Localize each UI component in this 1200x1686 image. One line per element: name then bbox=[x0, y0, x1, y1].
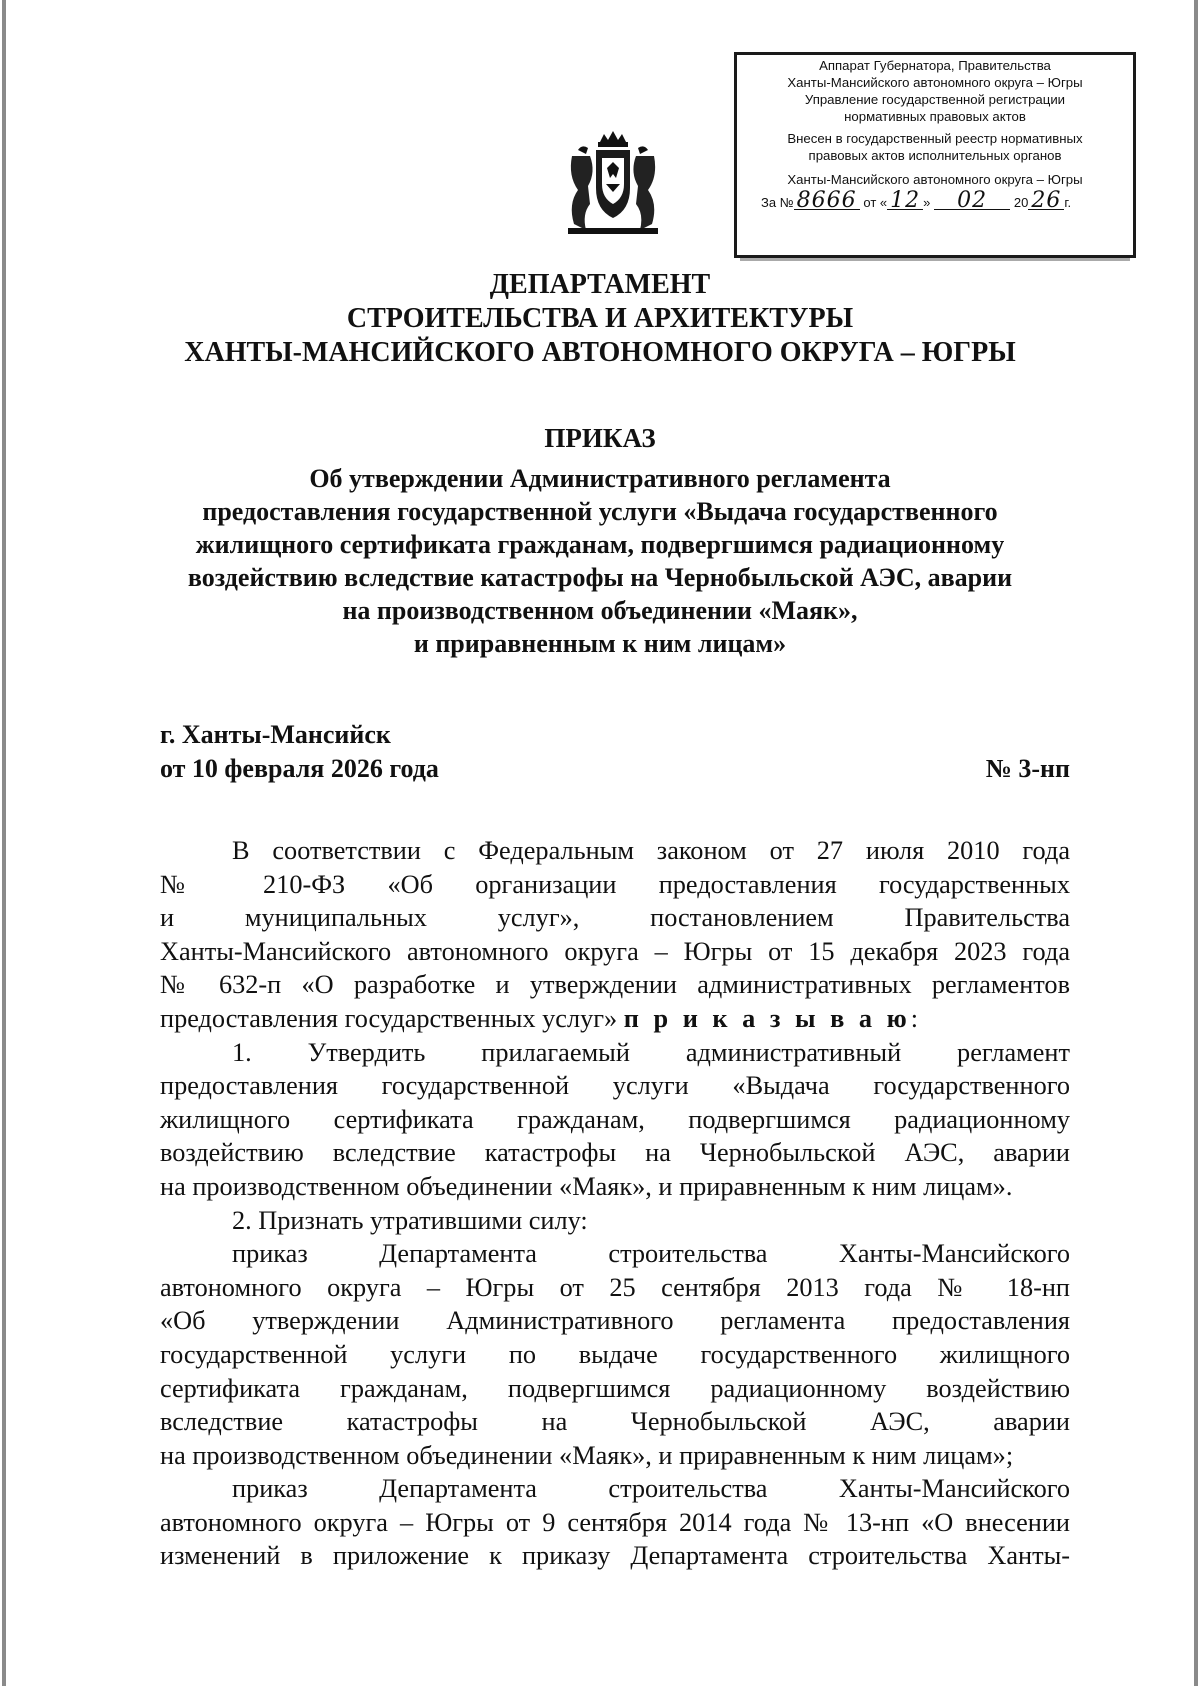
stamp-reg-number: 8666 bbox=[794, 192, 860, 210]
stamp-line: Управление государственной регистрации bbox=[804, 92, 1066, 107]
order-verb: п р и к а з ы в а ю bbox=[623, 1003, 911, 1033]
body-line: В соответствии с Федеральным законом от 27 июля 2010 года bbox=[232, 836, 1070, 865]
document-body bbox=[160, 834, 1070, 1573]
scan-edge-left bbox=[2, 0, 6, 1686]
body-line: на производственном объединении «Маяк», и приравненным к ним лицам»; bbox=[160, 1440, 1014, 1470]
document-type: ПРИКАЗ bbox=[544, 423, 656, 453]
stamp-reg-year-suffix: г. bbox=[1064, 195, 1072, 210]
stamp-reg-quote: » bbox=[923, 195, 931, 210]
body-line: воздействию вследствие катастрофы на Чернобыльской АЭС, аварии bbox=[160, 1138, 1070, 1168]
department-line: ДЕПАРТАМЕНТ bbox=[489, 269, 711, 300]
subject-line: предоставления государственной услуги «Выдача государственного bbox=[202, 497, 998, 526]
stamp-reg-year: 26 bbox=[1028, 192, 1064, 210]
stamp-line: Ханты-Мансийского автономного округа – Югры bbox=[787, 75, 1083, 90]
body-line: № 632-п «О разработке и утверждении административных регламентов bbox=[160, 970, 1070, 1000]
stamp-reg-prefix: За № bbox=[761, 195, 794, 210]
department-line: ХАНТЫ-МАНСИЙСКОГО АВТОНОМНОГО ОКРУГА – ЮГРЫ bbox=[184, 337, 1016, 368]
stamp-registration-row bbox=[741, 188, 1129, 213]
document-number: № 3-нп bbox=[985, 754, 1070, 783]
body-line: и муниципальных услуг», постановлением Правительства bbox=[160, 903, 1070, 933]
stamp-reg-day: 12 bbox=[887, 192, 923, 210]
coat-of-arms-emblem bbox=[558, 128, 668, 238]
body-line: автономного округа – Югры от 25 сентября 2013 года № 18-нп bbox=[160, 1272, 1070, 1302]
department-line: СТРОИТЕЛЬСТВА И АРХИТЕКТУРЫ bbox=[346, 303, 854, 334]
stamp-reg-month: 02 bbox=[934, 192, 1010, 210]
body-line: приказ Департамента строительства Ханты-Мансийского bbox=[232, 1239, 1070, 1269]
body-line: № 210-ФЗ «Об организации предоставления государственных bbox=[160, 869, 1070, 899]
subject-line: Об утверждении Административного регламента bbox=[309, 464, 891, 493]
body-line: сертификата гражданам, подвергшимся радиационному воздействию bbox=[160, 1373, 1070, 1403]
department-header bbox=[0, 268, 1200, 370]
stamp-line: Аппарат Губернатора, Правительства bbox=[819, 58, 1051, 73]
body-line: вследствие катастрофы на Чернобыльской АЭС, аварии bbox=[160, 1407, 1070, 1437]
subject-line: на производственном объединении «Маяк», bbox=[342, 596, 858, 625]
subject-line: и приравненным к ним лицам» bbox=[413, 629, 787, 658]
document-subject bbox=[0, 462, 1200, 660]
subject-line: воздействию вследствие катастрофы на Чернобыльской АЭС, аварии bbox=[187, 563, 1013, 592]
stamp-reg-from: от « bbox=[863, 195, 888, 210]
body-line bbox=[160, 1002, 1070, 1036]
body-line: изменений в приложение к приказу Департамента строительства Ханты- bbox=[160, 1541, 1070, 1571]
body-text: : bbox=[910, 1003, 919, 1033]
body-text: предоставления государственных услуг» bbox=[160, 1003, 624, 1033]
scan-edge-right bbox=[1194, 0, 1198, 1686]
stamp-line: нормативных правовых актов bbox=[844, 109, 1026, 124]
body-line: государственной услуги по выдаче государственного жилищного bbox=[160, 1339, 1070, 1369]
body-line: приказ Департамента строительства Ханты-Мансийского bbox=[232, 1474, 1070, 1504]
body-line: 1. Утвердить прилагаемый административный регламент bbox=[232, 1037, 1070, 1067]
body-line: автономного округа – Югры от 9 сентября 2014 года № 13-нп «О внесении bbox=[160, 1507, 1070, 1537]
body-line: «Об утверждении Административного регламента предоставления bbox=[160, 1306, 1070, 1336]
document-date: от 10 февраля 2026 года bbox=[160, 754, 439, 783]
stamp-line: правовых актов исполнительных органов bbox=[808, 148, 1062, 163]
registration-stamp bbox=[734, 52, 1136, 258]
stamp-shadow bbox=[740, 258, 1130, 261]
place-and-date bbox=[160, 718, 439, 786]
body-line: Ханты-Мансийского автономного округа – Югры от 15 декабря 2023 года bbox=[160, 936, 1070, 966]
body-line: на производственном объединении «Маяк», и приравненным к ним лицам». bbox=[160, 1171, 1013, 1201]
body-line: жилищного сертификата гражданам, подвергшимся радиационному bbox=[160, 1104, 1070, 1134]
stamp-line: Ханты-Мансийского автономного округа – Югры bbox=[787, 172, 1083, 187]
body-line: предоставления государственной услуги «Выдача государственного bbox=[160, 1071, 1070, 1101]
body-line: 2. Признать утратившими силу: bbox=[232, 1205, 588, 1235]
stamp-line: Внесен в государственный реестр нормативных bbox=[787, 131, 1083, 146]
stamp-reg-year-prefix: 20 bbox=[1013, 195, 1029, 210]
subject-line: жилищного сертификата гражданам, подвергшимся радиационному bbox=[195, 530, 1005, 559]
city-name: г. Ханты-Мансийск bbox=[160, 720, 391, 749]
